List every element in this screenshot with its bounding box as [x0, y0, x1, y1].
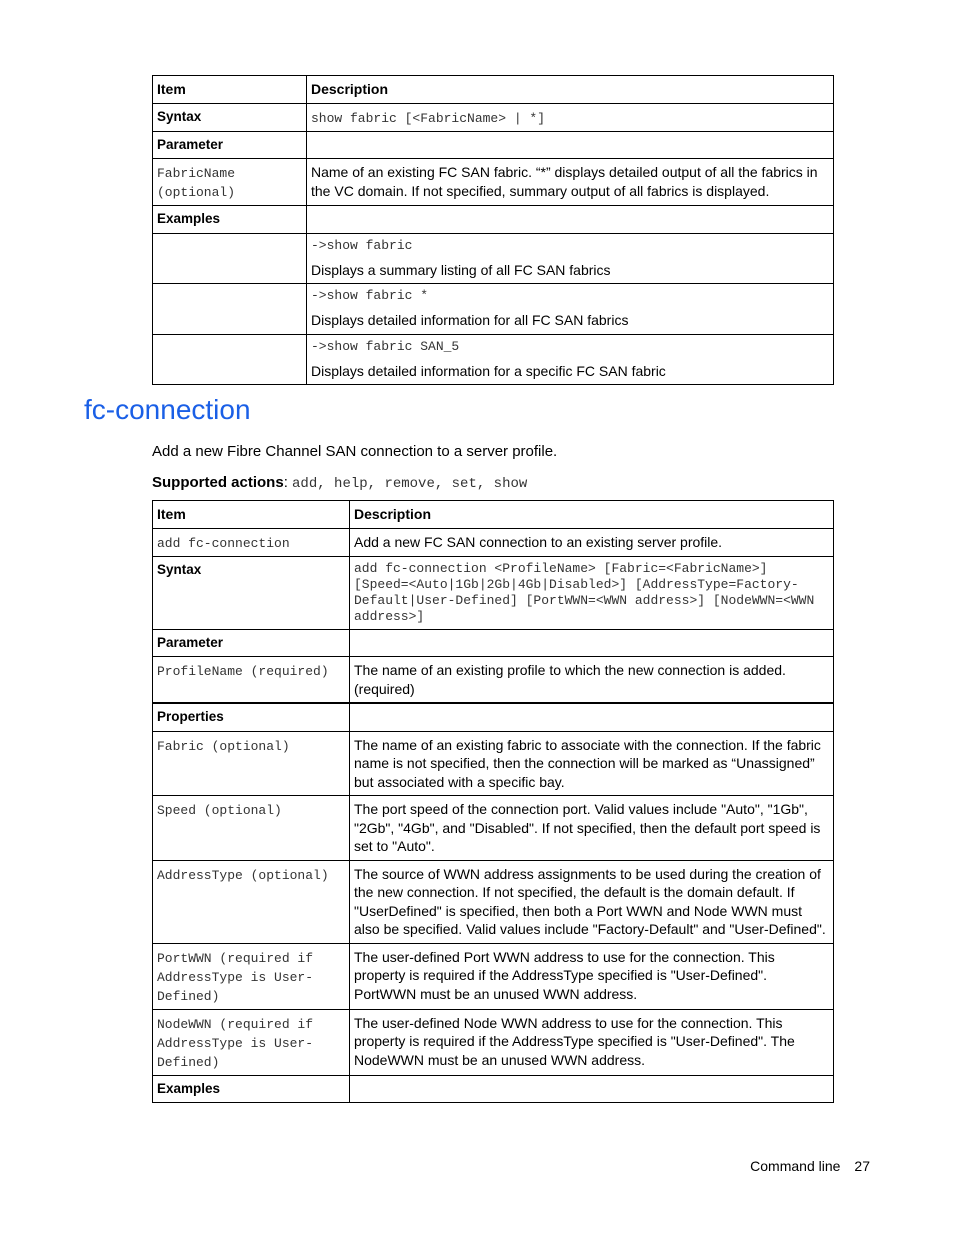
property-name: Speed (optional)	[157, 803, 282, 818]
property-desc: The name of an existing fabric to associate with the connection. If the fabric name is not specified, then the connection will be marked as “Unassigned” but associated with a specific bay.	[350, 731, 834, 796]
property-row	[153, 860, 834, 943]
example-row	[153, 334, 834, 385]
examples-label: Examples	[153, 206, 307, 234]
supported-actions	[152, 474, 527, 492]
table-row	[153, 528, 834, 556]
header-description: Description	[307, 76, 834, 104]
page-footer	[750, 1158, 870, 1174]
property-name: NodeWWN (required if AddressType is User-Defined)	[157, 1016, 314, 1070]
command-desc: Add a new FC SAN connection to an existing server profile.	[350, 528, 834, 556]
example-command: ->show fabric *	[311, 288, 429, 303]
example-desc: Displays a summary listing of all FC SAN fabrics	[311, 261, 611, 278]
table-row	[153, 131, 834, 159]
page-number: 27	[854, 1158, 870, 1174]
header-description: Description	[350, 501, 834, 529]
fabric-table	[152, 75, 834, 385]
syntax-label: Syntax	[153, 556, 350, 629]
property-desc: The user-defined Node WWN address to use for the connection. This property is required if the AddressType specified is "User-Defined". The NodeWWN must be an unused WWN address.	[350, 1009, 834, 1075]
example-desc: Displays detailed information for a specific FC SAN fabric	[311, 362, 666, 379]
section-title: fc-connection	[84, 394, 251, 425]
header-item: Item	[153, 501, 350, 529]
param-name: FabricName (optional)	[157, 166, 236, 200]
example-command: ->show fabric SAN_5	[311, 338, 460, 354]
property-desc: The port speed of the connection port. Valid values include "Auto", "1Gb", "2Gb", "4Gb", and "Disabled". If not specified, then the default port speed is set to "Auto".	[350, 796, 834, 861]
property-name: PortWWN (required if AddressType is User-Defined)	[157, 950, 314, 1004]
table-row	[153, 103, 834, 131]
table-row	[153, 159, 834, 206]
example-desc: Displays detailed information for all FC SAN fabrics	[311, 312, 629, 328]
example-row	[153, 233, 834, 284]
supported-actions-label: Supported actions	[152, 474, 284, 491]
supported-actions-sep: :	[283, 474, 293, 491]
syntax-value: add fc-connection <ProfileName> [Fabric=<FabricName>] [Speed=<Auto|1Gb|2Gb|4Gb|Disabled>] [AddressType=Factory-Default|User-Defined] [PortWWN=<WWN address>] [NodeWWN=<WWN address>]	[354, 560, 815, 624]
section-intro: Add a new Fibre Channel SAN connection to a server profile.	[152, 443, 558, 460]
examples-label: Examples	[153, 1075, 350, 1103]
table-header-row	[153, 501, 834, 529]
table-row	[153, 556, 834, 629]
property-name: AddressType (optional)	[157, 867, 329, 883]
parameter-label: Parameter	[153, 131, 307, 159]
param-desc: Name of an existing FC SAN fabric. “*” displays detailed output of all the fabrics in the VC domain. If not specified, summary output of all fabrics is displayed.	[307, 159, 834, 206]
example-command: ->show fabric	[311, 237, 413, 253]
table-row	[153, 657, 834, 704]
param-name: ProfileName (required)	[157, 664, 329, 679]
table-row	[153, 1075, 834, 1103]
command-name: add fc-connection	[157, 535, 290, 551]
parameter-label: Parameter	[153, 629, 350, 657]
supported-actions-list: add, help, remove, set, show	[292, 476, 528, 492]
property-row	[153, 1009, 834, 1075]
syntax-value: show fabric [<FabricName> | *]	[311, 110, 546, 126]
fc-connection-table	[152, 500, 834, 1103]
table-row	[153, 629, 834, 657]
property-name: Fabric (optional)	[157, 738, 290, 754]
property-row	[153, 943, 834, 1009]
property-row	[153, 796, 834, 861]
header-item: Item	[153, 76, 307, 104]
footer-section: Command line	[750, 1158, 841, 1174]
syntax-label: Syntax	[153, 103, 307, 131]
property-desc: The user-defined Port WWN address to use for the connection. This property is required if the AddressType specified is "User-Defined". PortWWN must be an unused WWN address.	[350, 943, 834, 1009]
example-row	[153, 284, 834, 335]
property-desc: The source of WWN address assignments to be used during the creation of the new connection. If not specified, the default is the domain default. If "UserDefined" is specified, then both a Port WWN and Node WWN must also be specified. Valid values include "Factory-Default" and "User-Defined".	[350, 860, 834, 943]
table-header-row	[153, 76, 834, 104]
property-row	[153, 731, 834, 796]
table-row	[153, 703, 834, 731]
table-row	[153, 206, 834, 234]
properties-label: Properties	[153, 703, 350, 731]
param-desc: The name of an existing profile to which the new connection is added. (required)	[350, 657, 834, 704]
